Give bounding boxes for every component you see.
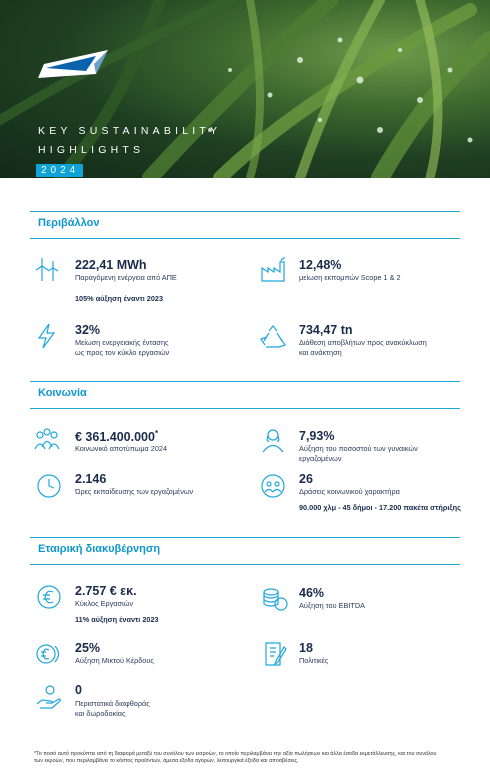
env-kpi4-value: 734,47 tn bbox=[299, 323, 353, 337]
recycle-icon bbox=[260, 325, 286, 351]
env-kpi3-desc-2: ως προς τον κύκλο εργασιών bbox=[75, 348, 170, 357]
section-governance-header bbox=[30, 537, 460, 565]
euro-coins-icon bbox=[36, 641, 62, 667]
gov-kpi2-desc: Αύξηση του EBITDA bbox=[299, 601, 365, 610]
coins-stack-icon bbox=[262, 586, 288, 612]
env-kpi1-note: 105% αύξηση έναντι 2023 bbox=[75, 294, 164, 303]
euro-circle-icon bbox=[36, 584, 62, 610]
gov-kpi4-value: 18 bbox=[299, 641, 313, 655]
people-circle-icon bbox=[260, 473, 286, 499]
clock-icon bbox=[36, 473, 62, 499]
footnote-line-1: *Το ποσό αυτό προκύπτει από τη διαφορά μεταξύ του συνόλου των εισροών, το οποίο περιλαμβάνει την αξία πωλήσεων και άλλα έσοδα εκμετάλλευσης, και του συνόλου bbox=[34, 751, 437, 757]
gov-kpi1-desc: Κύκλος Εργασιών bbox=[75, 599, 134, 608]
section-society-header bbox=[30, 381, 460, 409]
soc-kpi2-desc-2: εργαζομένων bbox=[299, 454, 342, 463]
gov-kpi3-desc: Αύξηση Μικτού Κέρδους bbox=[75, 656, 154, 665]
title-line-1: KEY SUSTAINABILITY bbox=[38, 125, 222, 137]
gov-kpi1-value: 2.757 € εκ. bbox=[75, 584, 137, 598]
env-kpi4-desc-1: Διάθεση αποβλήτων προς ανακύκλωση bbox=[299, 338, 427, 347]
env-kpi2-value: 12,48% bbox=[299, 258, 342, 272]
hero-banner bbox=[0, 0, 490, 178]
section-governance-title: Εταιρική διακυβέρνηση bbox=[38, 543, 161, 555]
gov-kpi2-value: 46% bbox=[299, 586, 325, 600]
footnote bbox=[34, 751, 464, 765]
gov-kpi5-desc-1: Περιστατικά διαφθοράς bbox=[75, 699, 150, 708]
env-kpi3-desc-1: Μείωση ενεργειακής έντασης bbox=[75, 338, 169, 347]
section-environment-title: Περιβάλλον bbox=[38, 217, 100, 229]
title-line-2: HIGHLIGHTS bbox=[38, 144, 145, 156]
community-icon bbox=[34, 427, 60, 453]
gov-kpi1-note: 11% αύξηση έναντι 2023 bbox=[75, 615, 159, 624]
gov-kpi3-value: 25% bbox=[75, 641, 101, 655]
soc-kpi3-desc: Ώρες εκπαίδευσης των εργαζομένων bbox=[75, 487, 194, 496]
soc-kpi3-value: 2.146 bbox=[75, 472, 107, 486]
gov-kpi5-value: 0 bbox=[75, 683, 82, 697]
footnote-line-2: των εκροών, που περιλαμβάνει το κόστος προϊόντων, άμεσα έξοδα αγορών, λειτουργικά έξοδα και αποσβέσεις. bbox=[34, 758, 299, 764]
lightning-bolt-icon bbox=[34, 323, 60, 349]
env-kpi3-value: 32% bbox=[75, 323, 101, 337]
company-logo bbox=[36, 44, 112, 80]
gov-kpi5-desc-2: και δωροδοκίας bbox=[75, 709, 126, 718]
soc-kpi2-desc-1: Αύξηση του ποσοστού των γυναικών bbox=[299, 444, 418, 453]
document-pen-icon bbox=[262, 641, 288, 667]
env-kpi1-desc: Παραγόμενη ενέργεια από ΑΠΕ bbox=[75, 273, 177, 282]
soc-kpi1-desc: Κοινωνικό αποτύπωμα 2024 bbox=[75, 444, 168, 453]
wind-turbine-icon bbox=[34, 256, 60, 282]
section-society-title: Κοινωνία bbox=[38, 387, 87, 399]
soc-kpi1-value: € 361.400.000* bbox=[75, 429, 159, 445]
soc-kpi4-desc: Δράσεις κοινωνικού χαρακτήρα bbox=[299, 487, 400, 496]
gov-kpi4-desc: Πολιτικές bbox=[299, 656, 329, 665]
soc-kpi2-value: 7,93% bbox=[299, 429, 335, 443]
env-kpi1-value: 222,41 MWh bbox=[75, 258, 147, 272]
factory-icon bbox=[260, 256, 286, 282]
soc-kpi4-value: 26 bbox=[299, 472, 313, 486]
year-badge: 2024 bbox=[36, 164, 83, 177]
env-kpi4-desc-2: και ανάκτηση bbox=[299, 348, 342, 357]
woman-icon bbox=[260, 427, 286, 453]
hand-money-icon bbox=[36, 684, 62, 710]
env-kpi2-desc: μείωση εκπομπών Scope 1 & 2 bbox=[299, 273, 401, 282]
soc-kpi4-note: 90.000 χλμ - 45 δήμοι - 17.200 πακέτα στήριξης bbox=[299, 503, 461, 512]
section-environment-header bbox=[30, 211, 460, 239]
